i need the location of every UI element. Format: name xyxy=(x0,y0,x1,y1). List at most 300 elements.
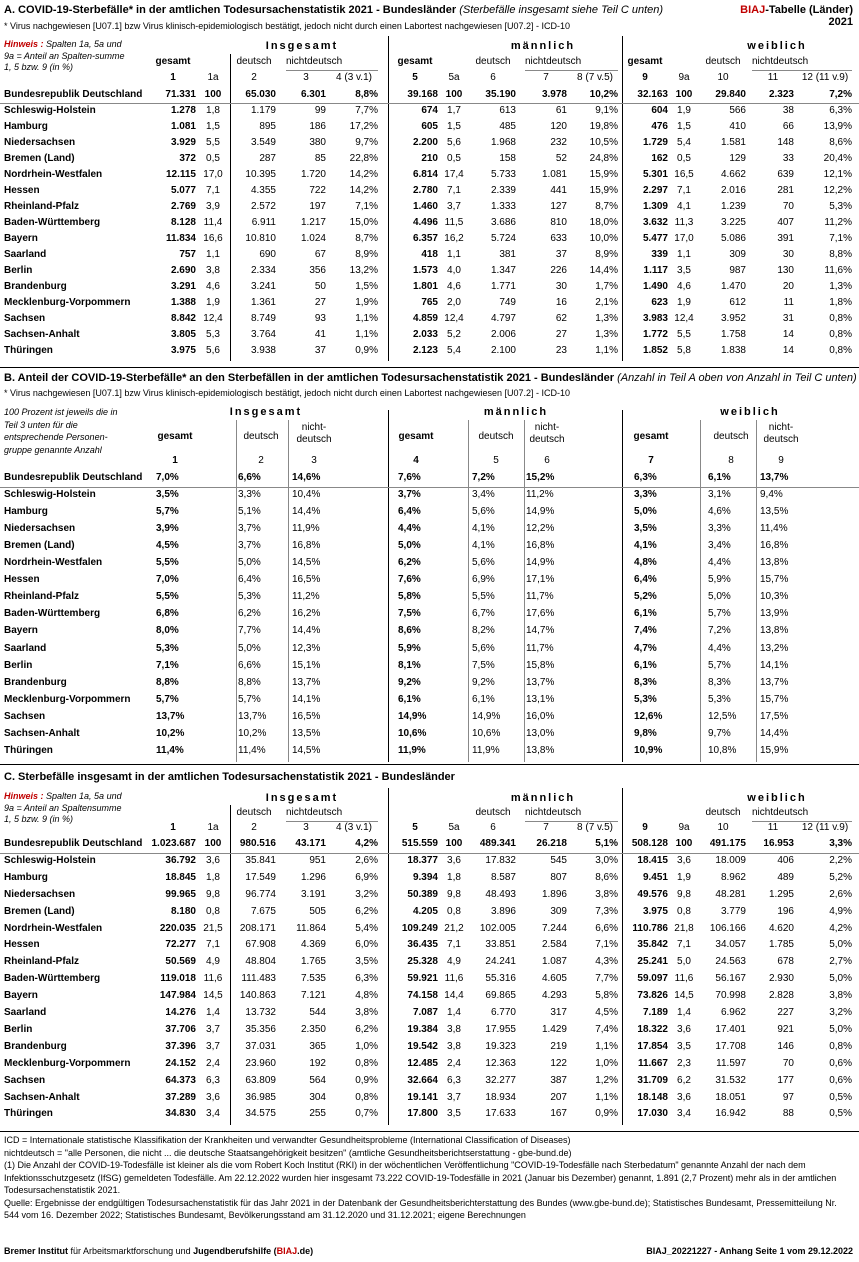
table-cell: 59.921 xyxy=(407,973,438,985)
table-cell: 309 xyxy=(729,249,746,260)
table-cell: 10,4% xyxy=(292,489,321,501)
table-cell: 64.373 xyxy=(165,1074,196,1086)
table-cell: 16,8% xyxy=(526,540,555,552)
table-cell: 5,0% xyxy=(829,973,852,985)
row-label: Schleswig-Holstein xyxy=(4,489,96,501)
table-cell: 7.535 xyxy=(300,973,326,985)
table-cell: 605 xyxy=(421,121,438,132)
table-cell: 1,5 xyxy=(206,121,220,132)
table-cell: 120 xyxy=(550,121,567,132)
table-cell: 1,8 xyxy=(206,871,220,883)
table-cell: 3,5% xyxy=(156,489,179,501)
column-header: nichtdeutsch xyxy=(752,56,809,67)
table-cell: 1.758 xyxy=(720,329,746,340)
table-cell: 7,1 xyxy=(447,939,461,951)
organisation-line: Bremer Institut für Arbeitsmarktforschung und Jugendberufshilfe (BIAJ.de) xyxy=(4,1246,314,1256)
table-cell: 5,8% xyxy=(398,591,421,603)
table-cell: 18,0% xyxy=(589,217,618,228)
table-cell: 14,9% xyxy=(472,710,501,722)
table-cell: 11,2% xyxy=(292,591,320,603)
table-cell: 6,2% xyxy=(355,905,378,917)
table-cell: 6.911 xyxy=(251,217,276,228)
table-cell: 5.477 xyxy=(642,233,668,244)
table-cell: 7,6% xyxy=(398,472,421,483)
table-cell: 69.865 xyxy=(485,990,516,1002)
table-cell: 1,9 xyxy=(677,297,691,308)
table-cell: 1,9% xyxy=(355,297,378,308)
table-cell: 5,3% xyxy=(708,693,731,705)
table-row xyxy=(0,215,859,232)
section-b-title: B. Anteil der COVID-19-Sterbefälle* an den Sterbefällen in der amtlichen Todesursachenstatistik 2021 - Bundesländer (Anzahl in Teil A oben von Anzahl in Teil C unten) xyxy=(4,372,857,384)
row-label: Niedersachsen xyxy=(4,523,76,535)
table-cell: 177 xyxy=(777,1074,794,1086)
table-cell: 5,6 xyxy=(206,345,220,356)
row-label: Nordrhein-Westfalen xyxy=(4,169,103,180)
section-a-title: A. COVID-19-Sterbefälle* in der amtlichen Todesursachenstatistik 2021 - Bundesländer (Sterbefälle insgesamt siehe Teil C unten) xyxy=(4,4,664,16)
table-cell: 1,1% xyxy=(595,345,618,356)
table-cell: 210 xyxy=(421,153,438,164)
table-cell: 3,6 xyxy=(206,1091,220,1103)
table-cell: 9,2% xyxy=(398,676,421,688)
table-cell: 2.100 xyxy=(490,345,516,356)
table-cell: 6,2 xyxy=(677,1074,691,1086)
table-cell: 17.633 xyxy=(485,1108,516,1120)
table-cell: 5,0% xyxy=(238,557,261,569)
table-cell: 11 xyxy=(783,297,794,308)
table-cell: 99.965 xyxy=(165,888,196,900)
table-cell: 1,7 xyxy=(447,105,461,116)
table-cell: 6,1% xyxy=(708,472,731,483)
table-cell: 6,9% xyxy=(355,871,378,883)
table-cell: 6,8% xyxy=(156,608,179,620)
table-cell: 7,1 xyxy=(677,939,691,951)
table-cell: 7,3% xyxy=(595,905,618,917)
table-cell: 5,1% xyxy=(238,506,261,518)
column-number: 10 xyxy=(717,72,729,83)
table-cell: 10,2% xyxy=(156,727,185,739)
table-cell: 13,7% xyxy=(526,676,555,688)
table-cell: 3,8 xyxy=(206,265,220,276)
table-cell: 3,8 xyxy=(447,1040,461,1052)
column-header: nichtdeutsch xyxy=(752,807,809,818)
table-cell: 317 xyxy=(550,1007,567,1018)
table-cell: 9,4% xyxy=(760,489,783,501)
table-cell: 678 xyxy=(777,956,794,968)
table-cell: 1.581 xyxy=(720,137,746,148)
table-cell: 6,4% xyxy=(238,574,261,586)
table-cell: 11,4% xyxy=(156,744,184,756)
table-cell: 129 xyxy=(729,153,746,164)
table-cell: 639 xyxy=(777,169,794,180)
table-cell: 255 xyxy=(309,1108,326,1120)
table-cell: 12,2% xyxy=(823,185,852,196)
table-cell: 1.838 xyxy=(720,345,746,356)
table-cell: 93 xyxy=(314,313,326,324)
table-cell: 757 xyxy=(179,249,196,260)
table-cell: 34.830 xyxy=(165,1108,196,1120)
table-cell: 674 xyxy=(421,105,438,116)
table-cell: 17,2% xyxy=(349,121,378,132)
table-cell: 13,8% xyxy=(760,557,789,569)
table-cell: 14.276 xyxy=(165,1007,196,1018)
table-cell: 14,5 xyxy=(203,990,223,1002)
row-label: Bremen (Land) xyxy=(4,905,75,917)
table-row xyxy=(0,988,859,1005)
table-cell: 100 xyxy=(445,838,463,849)
column-header: deutsch xyxy=(475,56,511,67)
table-cell: 102.005 xyxy=(479,922,516,934)
table-cell: 11,2% xyxy=(526,489,554,501)
table-cell: 7,5% xyxy=(472,659,495,671)
row-label: Hamburg xyxy=(4,121,48,132)
table-cell: 7.121 xyxy=(300,990,326,1002)
table-cell: 111.483 xyxy=(241,973,276,985)
table-cell: 8.842 xyxy=(170,313,196,324)
table-cell: 18.009 xyxy=(715,854,746,866)
table-cell: 11.597 xyxy=(716,1057,746,1069)
table-cell: 0,5 xyxy=(206,153,220,164)
table-cell: 5,5% xyxy=(472,591,495,603)
table-cell: 281 xyxy=(777,185,794,196)
table-row xyxy=(0,641,859,658)
table-cell: 5,0% xyxy=(634,506,657,518)
table-cell: 148 xyxy=(777,137,794,148)
table-cell: 12.115 xyxy=(165,169,196,180)
table-cell: 13,7% xyxy=(292,676,321,688)
table-cell: 31.532 xyxy=(715,1074,746,1086)
table-cell: 100 xyxy=(204,838,222,849)
table-cell: 2,6% xyxy=(829,888,852,900)
table-cell: 5,7% xyxy=(156,693,179,705)
table-cell: 7,1 xyxy=(206,939,220,951)
table-cell: 73.826 xyxy=(637,990,668,1002)
table-cell: 37 xyxy=(555,249,567,260)
table-cell: 167 xyxy=(550,1108,567,1120)
table-cell: 410 xyxy=(729,121,746,132)
table-row xyxy=(0,726,859,743)
table-cell: 18.322 xyxy=(637,1023,668,1035)
table-cell: 4.205 xyxy=(412,905,438,917)
table-cell: 100 xyxy=(445,89,463,100)
group-label: männlich xyxy=(510,40,576,52)
table-cell: 7,6% xyxy=(398,574,421,586)
table-cell: 11,3 xyxy=(674,217,694,228)
table-cell: 4.620 xyxy=(768,922,794,934)
table-cell: 100 xyxy=(675,89,693,100)
table-cell: 11,7% xyxy=(526,591,554,603)
table-cell: 158 xyxy=(499,153,516,164)
row-label: Berlin xyxy=(4,1023,33,1035)
table-cell: 3.291 xyxy=(170,281,196,292)
table-cell: 3.983 xyxy=(642,313,668,324)
column-header: nicht- deutsch xyxy=(763,422,799,445)
table-cell: 13,9% xyxy=(823,121,852,132)
row-label: Bremen (Land) xyxy=(4,540,75,552)
table-cell: 365 xyxy=(309,1040,326,1052)
row-label: Rheinland-Pfalz xyxy=(4,956,80,968)
table-cell: 14,4% xyxy=(760,727,789,739)
table-cell: 4.859 xyxy=(412,313,438,324)
table-cell: 1,3% xyxy=(829,281,852,292)
table-cell: 33 xyxy=(782,153,794,164)
table-cell: 3,9% xyxy=(156,523,179,535)
row-label: Brandenburg xyxy=(4,281,67,292)
table-cell: 8.128 xyxy=(170,217,196,228)
table-cell: 485 xyxy=(499,121,516,132)
table-cell: 1.295 xyxy=(768,888,794,900)
table-cell: 63.809 xyxy=(245,1074,276,1086)
table-cell: 4,2% xyxy=(829,922,852,934)
table-cell: 2.828 xyxy=(768,990,794,1002)
table-cell: 32.664 xyxy=(407,1074,438,1086)
table-cell: 14,6% xyxy=(292,472,321,483)
table-cell: 10,9% xyxy=(634,744,663,756)
table-cell: 7,1% xyxy=(156,659,179,671)
column-number: 7 xyxy=(543,72,549,83)
table-row xyxy=(0,295,859,312)
row-label: Berlin xyxy=(4,659,33,671)
column-header: nichtdeutsch xyxy=(286,807,343,818)
table-cell: 17.854 xyxy=(637,1040,668,1052)
section-a-subtitle: * Virus nachgewiesen [U07.1] bzw Virus klinisch-epidemiologisch bestätigt, jedoch nicht durch einen Labortest nachgewiesen [U07.2] - ICD-10 xyxy=(4,21,570,31)
table-cell: 1.081 xyxy=(170,121,196,132)
column-header: gesamt xyxy=(155,56,191,67)
table-cell: 0,5% xyxy=(829,1108,852,1120)
table-cell: 2,2% xyxy=(829,854,852,866)
table-cell: 566 xyxy=(729,105,746,116)
table-cell: 11,6 xyxy=(674,973,694,985)
table-cell: 3,6 xyxy=(206,854,220,866)
table-cell: 99 xyxy=(314,105,326,116)
table-cell: 7,1% xyxy=(355,201,378,212)
column-number: 8 xyxy=(728,455,734,466)
table-cell: 5,7% xyxy=(238,693,261,705)
table-row xyxy=(0,343,859,360)
column-number: 5 xyxy=(493,455,499,466)
table-cell: 14,4% xyxy=(589,265,618,276)
table-row xyxy=(0,1005,859,1022)
table-cell: 765 xyxy=(421,297,438,308)
column-header: deutsch xyxy=(705,56,741,67)
column-number: 1a xyxy=(207,822,219,833)
table-cell: 219 xyxy=(550,1040,567,1052)
table-cell: 5,3 xyxy=(206,329,220,340)
table-cell: 9,2% xyxy=(472,676,495,688)
footnote-nichtdeutsch: nichtdeutsch = "alle Personen, die nicht ... die deutsche Staatsangehörigkeit besitzen" (amtliche Gesundheitsberichtserstattung - gbe-bund.de) xyxy=(4,1147,572,1158)
group-label: Insgesamt xyxy=(265,792,339,804)
group-label: männlich xyxy=(483,406,549,418)
table-cell: 48.281 xyxy=(715,888,746,900)
table-cell: 3,6 xyxy=(447,854,461,866)
row-label: Mecklenburg-Vorpommern xyxy=(4,297,131,308)
table-cell: 37 xyxy=(314,345,326,356)
table-cell: 9.451 xyxy=(642,871,668,883)
table-cell: 8,3% xyxy=(634,676,657,688)
table-cell: 564 xyxy=(309,1074,326,1086)
column-header: gesamt xyxy=(633,431,669,442)
table-cell: 13,0% xyxy=(526,727,555,739)
table-cell: 1.309 xyxy=(642,201,668,212)
table-cell: 0,6% xyxy=(829,1057,852,1069)
table-cell: 49.576 xyxy=(637,888,668,900)
table-cell: 11,9% xyxy=(472,744,500,756)
table-cell: 8,2% xyxy=(472,625,495,637)
table-cell: 3,2% xyxy=(355,888,378,900)
column-header: deutsch xyxy=(236,807,272,818)
column-number: 9a xyxy=(678,72,690,83)
table-cell: 6,2% xyxy=(355,1023,378,1035)
table-cell: 17,5% xyxy=(760,710,789,722)
table-cell: 387 xyxy=(550,1074,567,1086)
row-label: Nordrhein-Westfalen xyxy=(4,922,103,934)
table-cell: 391 xyxy=(777,233,794,244)
table-cell: 5,4% xyxy=(355,922,378,934)
table-cell: 8,8% xyxy=(355,89,378,100)
table-row xyxy=(0,709,859,726)
table-cell: 1.729 xyxy=(642,137,668,148)
table-cell: 3,5% xyxy=(355,956,378,968)
table-cell: 6,2% xyxy=(238,608,261,620)
table-cell: 1.765 xyxy=(300,956,326,968)
table-cell: 14,2% xyxy=(349,169,378,180)
table-cell: 24,8% xyxy=(589,153,618,164)
column-number: 8 (7 v.5) xyxy=(577,822,613,833)
table-cell: 1.179 xyxy=(250,105,276,116)
table-cell: 4,3% xyxy=(595,956,618,968)
table-cell: 5,6% xyxy=(472,506,495,518)
table-cell: 37.396 xyxy=(165,1040,196,1052)
table-cell: 30 xyxy=(555,281,567,292)
table-cell: 3,4 xyxy=(206,1108,220,1120)
table-cell: 26.218 xyxy=(536,838,567,849)
table-row xyxy=(0,231,859,248)
table-cell: 3,7% xyxy=(398,489,421,501)
table-cell: 7,1 xyxy=(677,185,691,196)
column-number: 7 xyxy=(543,822,549,833)
table-cell: 3.241 xyxy=(250,281,276,292)
table-cell: 15,2% xyxy=(526,472,555,483)
table-cell: 287 xyxy=(259,153,276,164)
table-cell: 4,5% xyxy=(595,1007,618,1018)
table-cell: 8,9% xyxy=(595,249,618,260)
table-cell: 192 xyxy=(309,1057,326,1069)
table-cell: 7.189 xyxy=(642,1007,668,1018)
table-cell: 3,3% xyxy=(634,489,657,501)
table-cell: 7,0% xyxy=(156,472,179,483)
table-cell: 3.896 xyxy=(490,905,516,917)
table-cell: 1,3% xyxy=(595,329,618,340)
table-cell: 4,6 xyxy=(447,281,461,292)
table-cell: 1,5 xyxy=(677,121,691,132)
table-cell: 8,7% xyxy=(355,233,378,244)
table-row xyxy=(0,135,859,152)
table-cell: 1,4 xyxy=(206,1007,220,1018)
table-cell: 2,1% xyxy=(595,297,618,308)
table-cell: 16.942 xyxy=(715,1108,746,1120)
table-cell: 0,8 xyxy=(206,905,220,917)
table-cell: 1.347 xyxy=(490,265,516,276)
table-cell: 3,1% xyxy=(708,489,731,501)
table-cell: 8,8% xyxy=(156,676,179,688)
table-cell: 1.087 xyxy=(541,956,567,968)
table-cell: 14,4% xyxy=(292,506,321,518)
table-cell: 0,9% xyxy=(355,1074,378,1086)
table-cell: 2.323 xyxy=(768,89,794,100)
table-cell: 5,9% xyxy=(708,574,731,586)
row-label: Saarland xyxy=(4,249,47,260)
table-cell: 37.289 xyxy=(165,1091,196,1103)
table-row xyxy=(0,836,859,853)
table-cell: 5,0% xyxy=(398,540,421,552)
document-reference: BIAJ_20221227 - Anhang Seite 1 vom 29.12.2022 xyxy=(646,1246,853,1256)
table-cell: 1.024 xyxy=(300,233,326,244)
table-cell: 9,8 xyxy=(677,888,691,900)
table-cell: 7,2% xyxy=(708,625,731,637)
table-cell: 380 xyxy=(309,137,326,148)
table-cell: 3,5 xyxy=(677,265,691,276)
table-row xyxy=(0,327,859,344)
table-cell: 10.810 xyxy=(245,233,276,244)
table-cell: 72.277 xyxy=(165,939,196,951)
table-cell: 14,4% xyxy=(292,625,321,637)
table-cell: 11,7% xyxy=(526,642,554,654)
table-cell: 1.785 xyxy=(768,939,794,951)
table-cell: 1,8 xyxy=(206,105,220,116)
table-cell: 4.662 xyxy=(720,169,746,180)
table-cell: 97 xyxy=(782,1091,794,1103)
divider xyxy=(0,1131,859,1132)
table-cell: 3.779 xyxy=(720,905,746,917)
table-cell: 50.389 xyxy=(407,888,438,900)
table-cell: 3,0% xyxy=(595,854,618,866)
table-row xyxy=(0,853,859,870)
table-cell: 186 xyxy=(309,121,326,132)
table-cell: 1,7% xyxy=(595,281,618,292)
table-cell: 4,9 xyxy=(447,956,461,968)
table-cell: 70 xyxy=(782,1057,794,1069)
table-cell: 5,3% xyxy=(238,591,261,603)
table-cell: 4,6 xyxy=(677,281,691,292)
table-cell: 1,1% xyxy=(595,1091,618,1103)
table-cell: 690 xyxy=(259,249,276,260)
group-label: weiblich xyxy=(747,792,807,804)
table-cell: 1,9 xyxy=(677,105,691,116)
total-underline xyxy=(0,103,859,104)
table-cell: 14,9% xyxy=(526,506,555,518)
table-row xyxy=(0,1106,859,1123)
table-cell: 1.278 xyxy=(170,105,196,116)
table-cell: 5,5% xyxy=(156,591,179,603)
column-header: gesamt xyxy=(627,56,663,67)
table-cell: 309 xyxy=(550,905,567,917)
table-cell: 13,2% xyxy=(349,265,378,276)
table-cell: 9,7% xyxy=(708,727,731,739)
table-cell: 3,3% xyxy=(829,838,852,849)
table-cell: 23 xyxy=(555,345,567,356)
table-cell: 0,5% xyxy=(829,1091,852,1103)
table-cell: 1.720 xyxy=(300,169,326,180)
table-cell: 20,4% xyxy=(823,153,852,164)
table-row xyxy=(0,921,859,938)
table-cell: 11,9% xyxy=(398,744,426,756)
table-cell: 7,7% xyxy=(355,105,378,116)
table-cell: 10,2% xyxy=(238,727,267,739)
table-cell: 5,5 xyxy=(206,137,220,148)
table-cell: 18.051 xyxy=(715,1091,746,1103)
table-cell: 24.241 xyxy=(485,956,516,968)
column-number: 2 xyxy=(258,455,264,466)
row-label: Bayern xyxy=(4,625,38,637)
